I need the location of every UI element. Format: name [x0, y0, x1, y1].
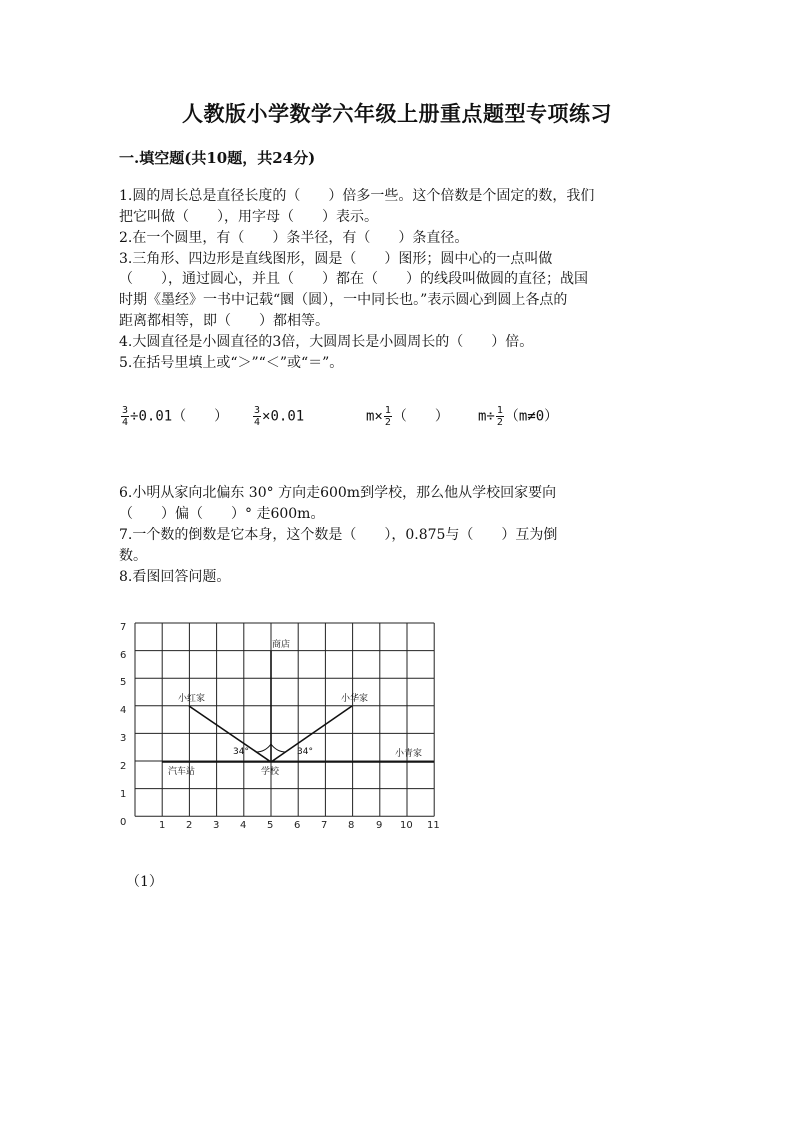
x-tick-label: 6: [294, 820, 301, 831]
angle-arc-left: [256, 744, 271, 752]
expression-prefix: m÷: [478, 408, 495, 425]
expression-text: ×0.01: [262, 408, 305, 425]
location-grid-map: [112, 612, 442, 834]
label-shop: 商店: [272, 640, 291, 650]
angle-arc-right: [271, 744, 286, 752]
question-6-line-1: 6.小明从家向北偏东 30° 方向走600m到学校，那么他从学校回家要向: [119, 485, 557, 501]
question-6-line-2: （ ）偏（ ）° 走600m。: [119, 506, 325, 522]
label-xiaohua-home: 小华家: [341, 694, 369, 704]
compare-expression-4: [478, 405, 558, 428]
question-3-line-3: 时期《墨经》一书中记载“圜（圆），一中同长也。”表示圆心到圆上各点的: [119, 292, 568, 308]
fraction-numerator: 1: [384, 405, 391, 416]
question-7-line-2: 数。: [119, 548, 147, 564]
y-tick-label: 4: [120, 705, 127, 716]
expression-text: （ ）: [392, 408, 449, 425]
fraction: [253, 405, 261, 428]
sub-question-1: （1）: [126, 874, 163, 890]
question-2: 2.在一个圆里，有（ ）条半径，有（ ）条直径。: [119, 230, 469, 246]
y-tick-label: 0: [120, 817, 127, 828]
question-3-line-2: （ ），通过圆心，并且（ ）都在（ ）的线段叫做圆的直径；战国: [119, 271, 588, 287]
question-3-line-1: 3.三角形、四边形是直线图形，圆是（ ）图形；圆中心的一点叫做: [119, 251, 553, 267]
label-school: 学校: [261, 767, 280, 777]
compare-expression-1: [120, 405, 228, 428]
section-heading: 一.填空题(共10题，共24分): [119, 149, 316, 167]
fraction: [121, 405, 129, 428]
page-title: 人教版小学数学六年级上册重点题型专项练习: [182, 101, 612, 126]
x-tick-label: 7: [321, 820, 328, 831]
expression-text: ÷0.01（ ）: [130, 408, 229, 425]
fraction: [496, 405, 504, 428]
label-angle-left: 34°: [233, 747, 249, 757]
y-tick-label: 1: [120, 789, 127, 800]
x-tick-label: 5: [267, 820, 274, 831]
y-tick-label: 7: [120, 622, 127, 633]
fraction: [384, 405, 392, 428]
fraction-numerator: 1: [496, 405, 503, 416]
label-xiaohong-home: 小红家: [178, 694, 206, 704]
x-tick-label: 4: [240, 820, 247, 831]
label-bus-station: 汽车站: [168, 767, 196, 777]
fraction-numerator: 3: [254, 405, 261, 416]
y-tick-label: 3: [120, 733, 127, 744]
map-place-labels: [168, 638, 422, 777]
label-xiaoqing-home: 小青家: [395, 749, 423, 759]
x-tick-label: 2: [186, 820, 193, 831]
fraction-numerator: 3: [122, 405, 129, 416]
tick-labels: [120, 622, 440, 831]
x-tick-label: 1: [159, 820, 166, 831]
question-3-line-4: 距离都相等，即（ ）都相等。: [119, 313, 329, 329]
grid-lines: [135, 623, 434, 816]
y-tick-label: 5: [120, 677, 127, 688]
fraction-denominator: 2: [496, 417, 503, 428]
question-8: 8.看图回答问题。: [119, 569, 231, 585]
fraction-denominator: 4: [122, 417, 129, 428]
compare-expression-2: [252, 405, 304, 428]
expression-text: （m≠0）: [504, 408, 559, 425]
expression-prefix: m×: [366, 408, 383, 425]
fraction-denominator: 2: [384, 417, 391, 428]
x-tick-label: 11: [427, 820, 440, 831]
question-7-line-1: 7.一个数的倒数是它本身，这个数是（ ），0.875与（ ）互为倒: [119, 527, 558, 543]
question-1-line-2: 把它叫做（ ），用字母（ ）表示。: [119, 209, 378, 225]
question-1-line-1: 1.圆的周长总是直径长度的（ ）倍多一些。这个倍数是个固定的数，我们: [119, 188, 595, 204]
compare-expression-3: [366, 405, 449, 428]
y-tick-label: 6: [120, 650, 127, 661]
x-tick-label: 3: [213, 820, 220, 831]
question-5: 5.在括号里填上或“＞”“＜”或“＝”。: [119, 355, 344, 371]
question-4: 4.大圆直径是小圆直径的3倍，大圆周长是小圆周长的（ ）倍。: [119, 334, 534, 350]
label-angle-right: 34°: [297, 747, 313, 757]
x-tick-label: 8: [348, 820, 355, 831]
y-tick-label: 2: [120, 761, 127, 772]
x-tick-label: 10: [400, 820, 413, 831]
fraction-denominator: 4: [254, 417, 261, 428]
x-tick-label: 9: [376, 820, 383, 831]
path-to-xiaohong: [189, 706, 271, 762]
